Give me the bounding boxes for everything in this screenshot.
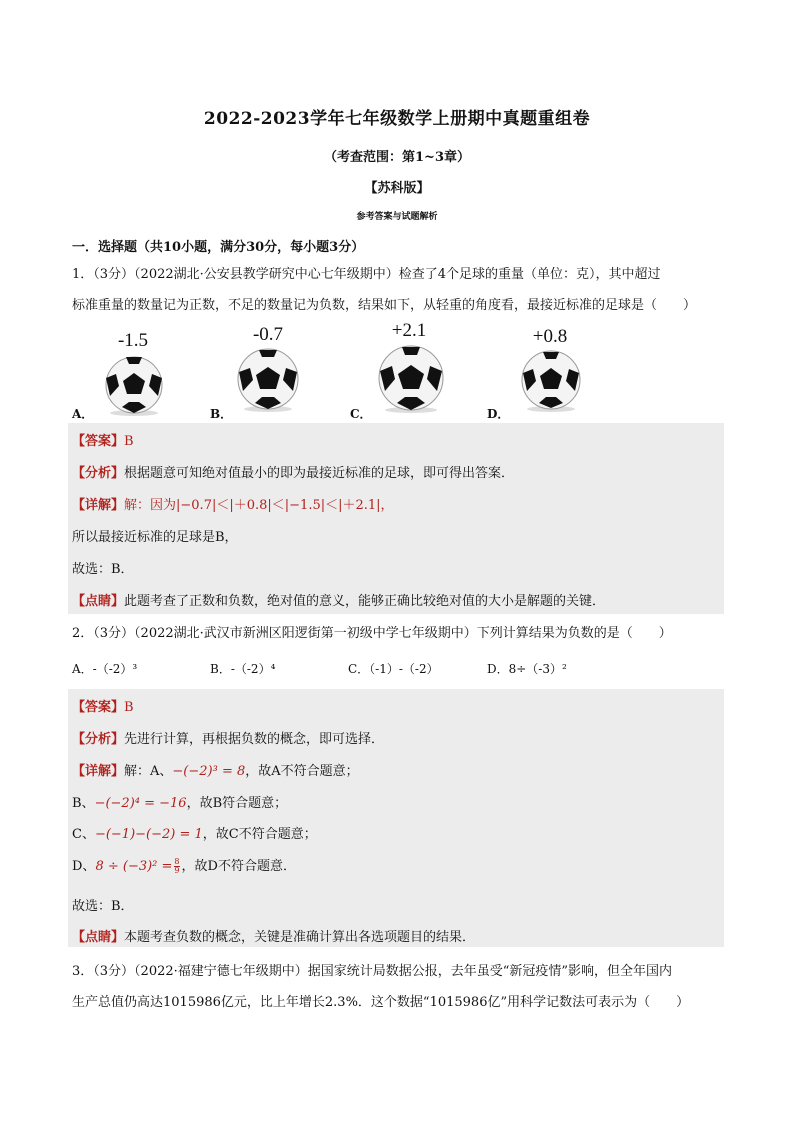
q2-detail-a: 【详解】解：A、−(−2)³ = 8，故A不符合题意； bbox=[72, 764, 359, 779]
q2-detail-d: D、8 ÷ (−3)² = $\frac{8}{9}$ ，故D不符合题意． bbox=[72, 857, 296, 875]
q2-detail-b: B、−(−2)⁴ = −16，故B符合题意； bbox=[72, 796, 288, 811]
edition-label: 【苏科版】 bbox=[364, 181, 430, 196]
fraction-eight-ninths: $\frac{8}{9}$ bbox=[174, 857, 180, 875]
q3-stem-line1: 3．（3分）（2022·福建宁德七年级期中）据国家统计局数据公报，去年虽受“新冠疫情”影响，但全年国内 bbox=[72, 964, 673, 979]
page-subtitle: （考查范围：第1~3章） bbox=[324, 150, 470, 165]
q2-comment: 【点睛】本题考查负数的概念，关键是准确计算出各选项题目的结果． bbox=[72, 930, 476, 945]
q1-stem-line1: 1．（3分）（2022湖北·公安县教学研究中心七年级期中）检查了4个足球的重量（单位：克），其中超过 bbox=[72, 267, 661, 282]
option-c-letter: C． bbox=[350, 407, 372, 421]
q1-stem-line2: 标准重量的数量记为正数，不足的数量记为负数，结果如下，从轻重的角度看，最接近标准的足球是（ ） bbox=[72, 298, 697, 313]
q2-answer: 【答案】B bbox=[72, 700, 134, 715]
ball-d-value: +0.8 bbox=[532, 326, 568, 347]
q1-choose: 故选：B． bbox=[72, 562, 134, 577]
soccer-ball-icon bbox=[519, 350, 583, 412]
q2-option-b: B．-（-2）⁴ bbox=[210, 662, 276, 676]
option-b-letter: B． bbox=[210, 407, 233, 421]
q2-option-d: D．8÷（-3）² bbox=[487, 662, 567, 676]
q2-stem: 2．（3分）（2022湖北·武汉市新洲区阳逻街第一初级中学七年级期中）下列计算结果为负数的是（ ） bbox=[72, 626, 672, 641]
soccer-ball-icon bbox=[236, 348, 300, 412]
q1-comment: 【点睛】此题考查了正数和负数，绝对值的意义，能够正确比较绝对值的大小是解题的关键． bbox=[72, 594, 606, 609]
section-heading: 一．选择题（共10小题，满分30分，每小题3分） bbox=[72, 240, 365, 255]
option-d-letter: D． bbox=[487, 407, 510, 421]
ball-b-value: -0.7 bbox=[252, 324, 284, 345]
ball-a-value: -1.5 bbox=[117, 330, 149, 351]
q1-solution-box bbox=[68, 423, 724, 614]
answer-heading: 参考答案与试题解析 bbox=[356, 212, 438, 222]
q2-analysis: 【分析】先进行计算，再根据负数的概念，即可选择． bbox=[72, 732, 385, 747]
q2-detail-c: C、−(−1)−(−2) = 1，故C不符合题意； bbox=[72, 827, 317, 842]
q3-stem-line2: 生产总值仍高达1015986亿元，比上年增长2.3%．这个数据“1015986亿”用科学记数法可表示为（ ） bbox=[72, 995, 690, 1010]
page-title: 2022-2023学年七年级数学上册期中真题重组卷 bbox=[203, 109, 591, 129]
q1-detail: 【详解】解：因为|−0.7|＜|＋0.8|＜|−1.5|＜|＋2.1|， bbox=[72, 498, 394, 513]
option-a-letter: A． bbox=[72, 407, 94, 421]
q1-detail-2: 所以最接近标准的足球是B， bbox=[72, 530, 238, 545]
q2-choose: 故选：B． bbox=[72, 899, 134, 914]
soccer-ball-icon bbox=[102, 356, 166, 416]
q1-answer: 【答案】B bbox=[72, 434, 134, 449]
ball-c-value: +2.1 bbox=[391, 320, 427, 341]
q1-analysis: 【分析】根据题意可知绝对值最小的即为最接近标准的足球，即可得出答案． bbox=[72, 466, 515, 481]
q2-option-a: A．-（-2）³ bbox=[72, 662, 138, 676]
soccer-ball-icon bbox=[377, 345, 445, 413]
q2-option-c: C．（-1）-（-2） bbox=[348, 662, 439, 676]
